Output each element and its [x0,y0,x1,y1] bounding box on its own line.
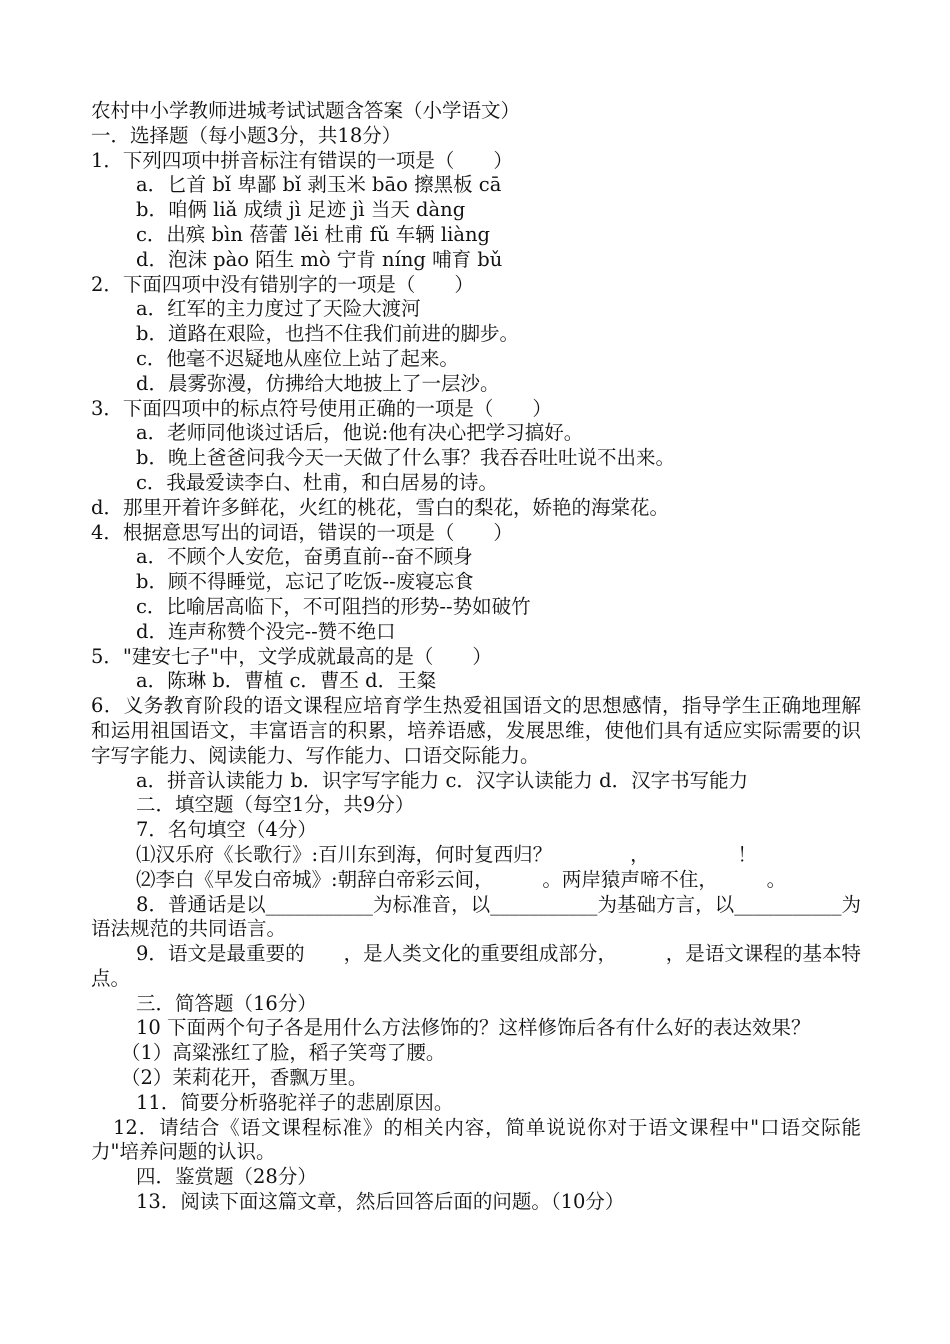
question-4-stem: 4．根据意思写出的词语，错误的一项是（ ） [91,520,513,544]
question-8 [91,893,861,943]
question-3-stem: 3．下面四项中的标点符号使用正确的一项是（ ） [91,396,552,420]
question-4-option-b: b．顾不得睡觉，忘记了吃饭--废寝忘食 [136,570,474,594]
section-heading-short-answer: 三．简答题（16分） [136,991,317,1015]
exam-document [91,99,861,1215]
question-1-option-b: b．咱俩 liǎ 成绩 jì 足迹 jì 当天 dàng [136,198,466,222]
question-9-text: 9．语文是最重要的 ，是人类文化的重要组成部分， ，是语文课程的基本特点。 [91,942,861,990]
question-2-option-c: c．他毫不迟疑地从座位上站了起来。 [136,346,459,370]
question-11: 11．简要分析骆驼祥子的悲剧原因。 [136,1090,454,1114]
question-13: 13．阅读下面这篇文章，然后回答后面的问题。（10分） [136,1190,625,1214]
question-5-stem: 5．"建安七子"中，文学成就最高的是（ ） [91,644,492,668]
question-10-sentence-1: （1）高粱涨红了脸，稻子笑弯了腰。 [121,1041,446,1065]
document-title: 农村中小学教师进城考试试题含答案（小学语文） [91,99,521,122]
question-8-text: 8．普通话是以___________为标准音，以___________为基础方言，以___________为语法规范的共同语言。 [91,892,861,941]
question-2-stem: 2．下面四项中没有错别字的一项是（ ） [91,272,474,296]
question-4-option-c: c．比喻居高临下，不可阻挡的形势--势如破竹 [136,594,531,618]
question-2-option-a: a．红军的主力度过了天险大渡河 [136,297,421,321]
question-9 [91,942,861,992]
question-2-option-b: b．道路在艰险，也挡不住我们前进的脚步。 [136,322,519,346]
question-3-option-c: c．我最爱读李白、杜甫，和白居易的诗。 [136,470,498,494]
question-10 [91,1016,861,1041]
question-3-option-d: d．那里开着许多鲜花，火红的桃花，雪白的梨花，娇艳的海棠花。 [91,495,669,519]
section-heading-choice: 一．选择题（每小题3分，共18分） [91,123,402,147]
question-1-stem: 1．下列四项中拼音标注有错误的一项是（ ） [91,148,513,172]
question-7-stem: 7．名句填空（4分） [136,818,317,842]
question-4-option-d: d．连声称赞个没完--赞不绝口 [136,619,396,643]
question-12-text: 12．请结合《语文课程标准》的相关内容，简单说说你对于语文课程中"口语交际能力"培养问题的认识。 [91,1115,861,1164]
question-2-option-d: d．晨雾弥漫，仿拂给大地披上了一层沙。 [136,371,500,395]
question-5-options: a．陈琳 b．曹植 c．曹丕 d．王粲 [136,669,437,693]
question-10-sentence-2: （2）茉莉花开，香飘万里。 [121,1066,368,1090]
question-4-option-a: a．不顾个人安危，奋勇直前--奋不顾身 [136,545,473,569]
section-heading-fill: 二．填空题（每空1分，共9分） [136,793,415,817]
question-1-option-c: c．出殡 bìn 蓓蕾 lěi 杜甫 fǔ 车辆 liàng [136,222,491,246]
question-1-option-a: a．匕首 bǐ 卑鄙 bǐ 剥玉米 bāo 擦黑板 cā [136,173,502,197]
question-7-sub-1: ⑴汉乐府《长歌行》:百川东到海，何时复西归？ ， ！ [136,842,757,866]
question-12 [91,1116,861,1166]
question-7-sub-2: ⑵李白《早发白帝城》:朝辞白帝彩云间， 。两岸猿声啼不住， 。 [136,867,787,891]
question-3-option-b: b．晚上爸爸问我今天一天做了什么事？我吞吞吐吐说不出来。 [136,446,675,470]
question-6-options: a．拼音认读能力 b．识字写字能力 c．汉字认读能力 d．汉字书写能力 [136,768,749,792]
question-10-stem: 10 下面两个句子各是用什么方法修饰的？这样修饰后各有什么好的表达效果？ [136,1016,811,1040]
question-1-option-d: d．泡沫 pào 陌生 mò 宁肯 níng 哺育 bǔ [136,247,503,271]
section-heading-appreciation: 四．鉴赏题（28分） [136,1165,317,1189]
question-3-option-a: a．老师同他谈过话后，他说:他有决心把学习搞好。 [136,421,584,445]
question-6-stem: 6．义务教育阶段的语文课程应培育学生热爱祖国语文的思想感情，指导学生正确地理解和运用祖国语文，丰富语言的积累，培养语感，发展思维，使他们具有适应实际需要的识字写字能力、阅读能力、写作能力、口语交际能力。 [91,694,861,767]
